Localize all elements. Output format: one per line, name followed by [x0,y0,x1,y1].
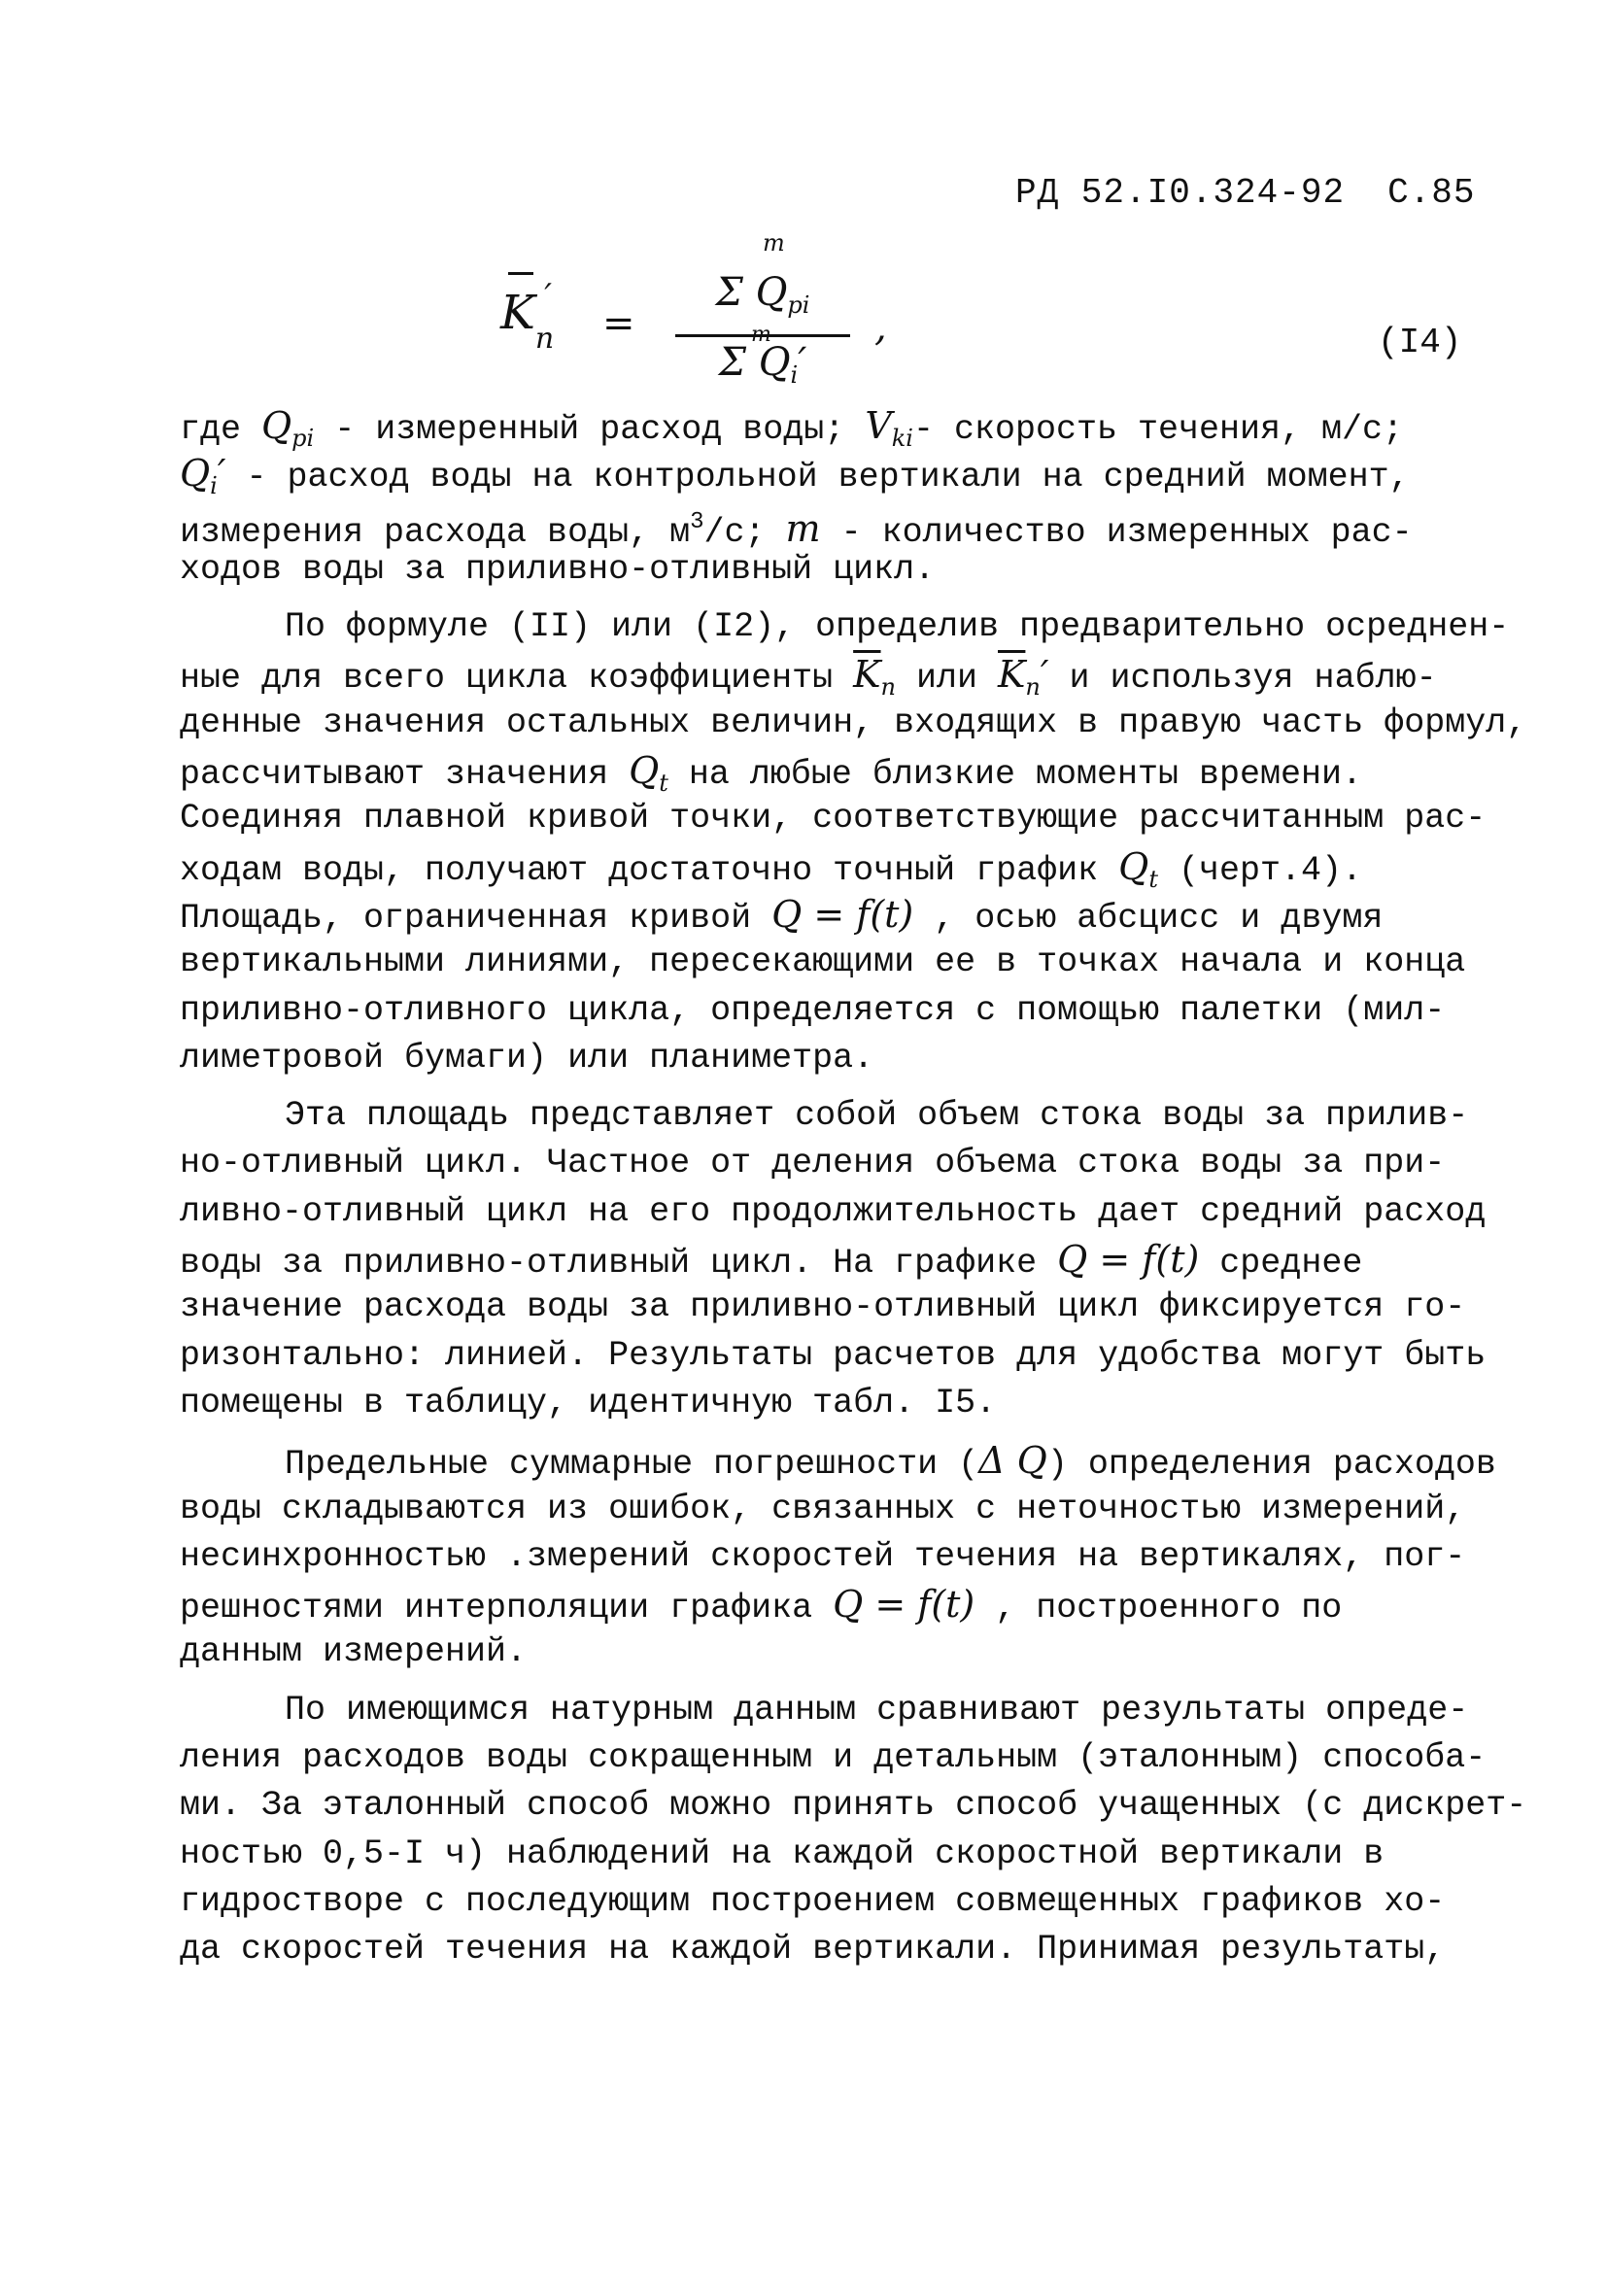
text-line: где $Q_{pi}$ - измеренный расход воды; $V_{ki}-$ скорость течения, м/с; [180,404,1404,452]
text-line: По имеющимся натурным данным сравнивают результаты опреде- [285,1690,1469,1730]
paragraph-gap [180,1427,1472,1437]
text-line: воды за приливно-отливный цикл. На графике Q = f(t) среднее [180,1238,1363,1284]
paragraph-gap [180,1677,1472,1687]
inline-math: $\overline{K}_n$ [853,653,896,702]
text-line: помещены в таблицу, идентичную табл. I5. [180,1383,997,1422]
document-code: РД 52.I0.324-92 [1015,173,1346,213]
formula-lhs: $K_n'$ [500,286,562,344]
text-line: ризонтально: линией. Результаты расчетов для удобства могут быть [180,1335,1487,1375]
inline-math: 3 [690,508,704,535]
inline-math: $Q_t$ [629,749,668,798]
text-line: приливно-отливного цикла, определяется с помощью палетки (мил- [180,990,1446,1030]
paragraph-gap [180,594,1472,603]
formula-denominator: Σ $Q_i'$ [718,340,807,389]
text-line: лиметровой бумаги) или планиметра. [180,1038,874,1078]
inline-math: Δ Q [978,1439,1047,1483]
sum-upper-limit-denominator: m [751,323,771,347]
inline-math: Q = f(t) [1057,1238,1200,1282]
sum-upper-limit: m [763,229,785,257]
text-line: денные значения остальных величин, входящих в правую часть формул, [180,703,1527,742]
text-line: воды складываются из ошибок, связанных с неточностью измерений, [180,1489,1466,1528]
paragraph [180,1437,1496,1676]
paragraph [180,1092,1487,1427]
page-header [1015,173,1475,213]
equation-number: (I4) [1378,323,1462,362]
paragraph [180,1687,1527,1974]
text-line: Эта площадь представляет собой объем стока воды за прилив- [285,1096,1469,1136]
inline-math: Q = f(t) [771,892,914,936]
text-line: По формуле (II) или (I2), определив предварительно осреднен- [285,607,1510,647]
inline-math: $Q_{pi}$ [261,404,315,452]
text-line: Предельные суммарные погрешности (Δ Q) определения расходов [285,1439,1496,1485]
text-line: Площадь, ограниченная кривой Q = f(t) , осью абсцисс и двумя [180,892,1384,938]
text-line: решностями интерполяции графика Q = f(t) , построенного по [180,1583,1343,1628]
document-body [180,402,1527,1974]
text-line: гидростворе с последующим построением совмещенных графиков хо- [180,1881,1446,1921]
text-line: рассчитывают значения $Q_t$ на любые близкие моменты времени. [180,749,1363,798]
paragraph [180,603,1527,1082]
text-line: но-отливный цикл. Частное от деления объема стока воды за при- [180,1144,1446,1183]
formula-numerator: Σ $Q_{pi}$ [715,270,810,319]
text-line: ходов воды за приливно-отливный цикл. [180,549,936,589]
text-line: ливно-отливный цикл на его продолжительность дает средний расход [180,1191,1487,1231]
text-line: вертикальными линиями, пересекающими ее в точках начала и конца [180,942,1466,982]
formula-fraction [666,229,860,391]
text-line: ные для всего цикла коэффициенты $\overline{K}_n$ или $\overline{K}_n'$ и используя наблю- [180,653,1437,702]
text-line: несинхронностью .змерений скоростей течения на вертикалях, пог- [180,1536,1466,1576]
formula-equals-sign: = [602,301,635,346]
inline-math: $Q_i'$ [180,452,226,500]
formula-14 [491,225,1365,400]
inline-math: $\overline{K}_n'$ [998,653,1049,702]
text-line: $Q_i'$ - расход воды на контрольной вертикали на средний момент, [180,452,1410,500]
formula-comma: , [874,305,887,350]
text-line: ми. За эталонный способ можно принять способ учащенных (с дискрет- [180,1786,1527,1826]
paragraph [180,402,1472,594]
text-line: значение расхода воды за приливно-отливный цикл фиксируется го- [180,1287,1466,1327]
inline-math: Q = f(t) [833,1583,975,1627]
text-line: ления расходов воды сокращенным и детальным (эталонным) способа- [180,1738,1487,1778]
text-line: ностью 0,5-I ч) наблюдений на каждой скоростной вертикали в [180,1833,1385,1873]
paragraph-gap [180,1082,1472,1092]
text-line: ходам воды, получают достаточно точный график $Q_t$ (черт.4). [180,844,1363,893]
text-line: Соединяя плавной кривой точки, соответствующие рассчитанным рас- [180,799,1487,839]
inline-math: m [785,506,821,550]
text-line: да скоростей течения на каждой вертикали. Принимая результаты, [180,1930,1446,1970]
text-line: данным измерений. [180,1632,528,1672]
inline-math: $Q_t$ [1118,844,1158,893]
inline-math: $V_{ki}$ [865,404,913,452]
page-number: С.85 [1387,173,1476,213]
text-line: измерения расхода воды, $м^3/с$; m - количество измеренных рас- [180,506,1413,552]
